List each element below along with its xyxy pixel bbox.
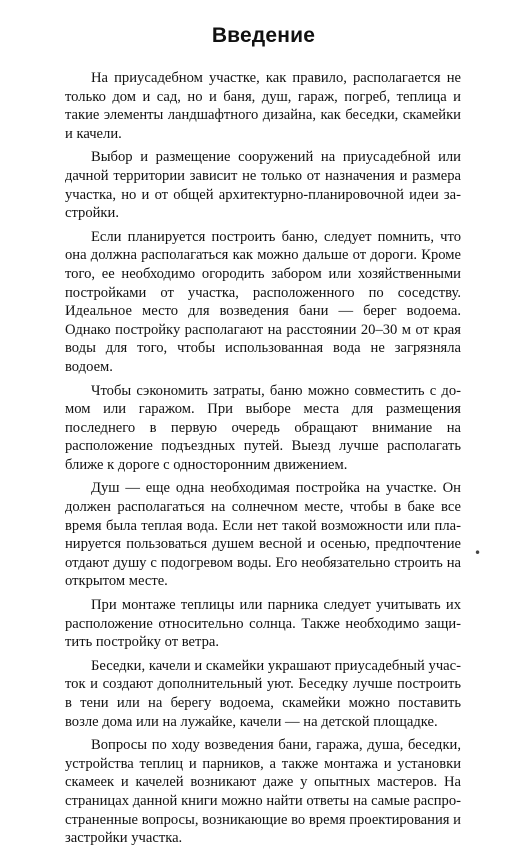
body-text — [65, 69, 461, 853]
paragraph: Душ — еще одна необходимая постройка на участке. Он должен располагаться на солнечном месте, чтобы в баке все время была теплая вода. Если нет такой возможности или планируется пользоваться душем весной и осенью, предпочтение отдают душу с подогревом воды. Его необязательно строить на открытом месте. — [65, 480, 461, 590]
paragraph: Беседки, качели и скамейки украшают приусадебный участок и создают дополнительный уют. Беседку лучше построить в тени или на берегу водоема, скамейки можно поставить возле дома или на лужайке, качели — на детской площадке. — [65, 657, 461, 730]
paragraph: Если планируется построить баню, следует помнить, что она должна располагаться как можно дальше от дороги. Кроме того, ее необходимо огородить забором или хозяйственными постройками от участка, расположенного по соседству. Идеальное место для возведения бани — берег водоема. Однако постройку располагают на расстоянии 20–30 м от края воды для того, чтобы использованная вода не загрязняла водоем. — [65, 228, 461, 375]
paragraph: Выбор и размещение сооружений на приусадебной или дачной территории зависит не только от назначения и размера участка, но и от общей архитектурно-планировочной идеи застройки. — [65, 149, 461, 222]
paragraph: Вопросы по ходу возведения бани, гаража, душа, беседки, устройства теплиц и парников, а также монтажа и установки скамеек и качелей возникают даже у опытных мастеров. На страницах данной книги можно найти ответы на самые распространенные вопросы, возникающие во время проектирования и застройки участка. — [65, 737, 461, 847]
page-title: Введение — [211, 24, 316, 47]
paragraph: На приусадебном участке, как правило, располагается не только дом и сад, но и баня, душ, гараж, погреб, теплица и такие элементы ландшафтного дизайна, как беседки, скамейки и качели. — [65, 70, 461, 142]
margin-mark: • — [474, 546, 482, 560]
paragraph: При монтаже теплицы или парника следует учитывать их расположение относительно солнца. Также необходимо защитить постройку от ветра. — [65, 597, 461, 651]
paragraph: Чтобы сэкономить затраты, баню можно совместить с домом или гаражом. При выборе места для размещения последнего в первую очередь обращают внимание на расположение подъездных путей. Выезд лучше располагать ближе к дороге с односторонним движением. — [65, 382, 461, 473]
